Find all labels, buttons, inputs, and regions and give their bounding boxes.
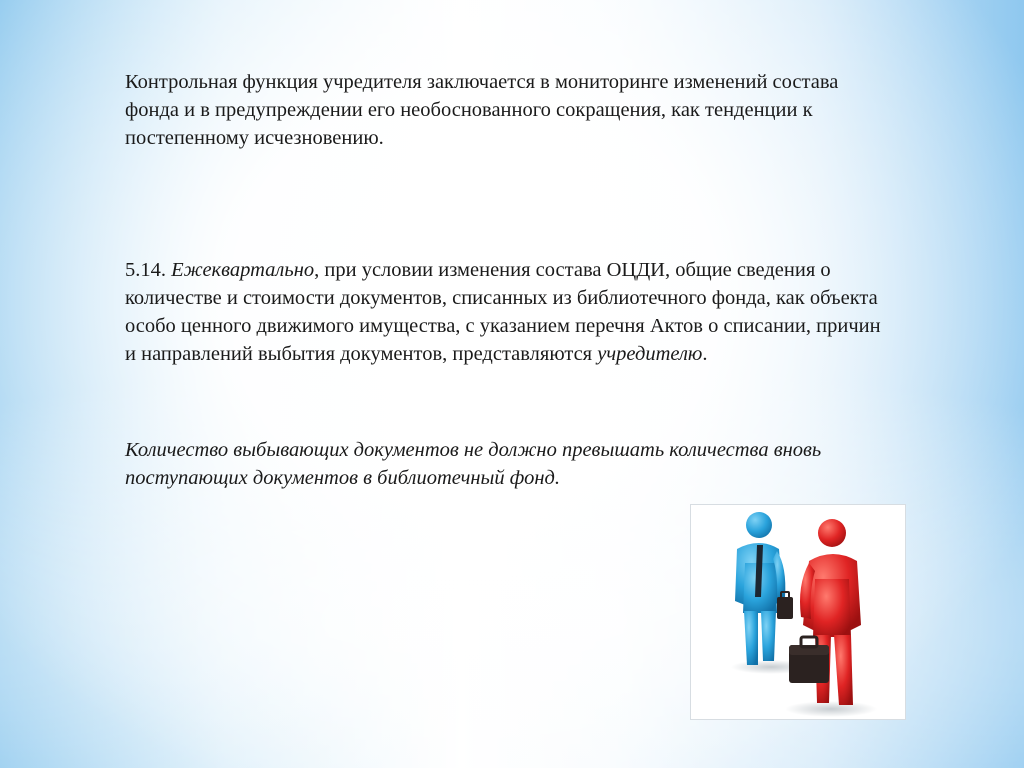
two-figures-with-briefcases-image xyxy=(691,505,905,719)
blue-figure xyxy=(735,512,793,665)
paragraph-body: , при условии изменения состава ОЦДИ, общие сведения о количестве и стоимости документов, списанных из библиотечного фонда, как объекта особо ценного движимого имущества, с указанием перечня Актов о списании, причин и направлений выбытия документов, представляются xyxy=(125,259,881,365)
emphasis-quarterly: Ежеквартально xyxy=(171,259,315,281)
emphasis-limit-rule: Количество выбывающих документов не должно превышать количества вновь поступающих документов в библиотечный фонд. xyxy=(125,439,822,489)
section-number: 5.14. xyxy=(125,259,166,281)
paragraph-quarterly-report xyxy=(125,256,895,368)
paragraph-end: . xyxy=(702,343,708,365)
emphasis-founder: учредителю xyxy=(597,343,703,365)
briefcase-icon xyxy=(777,597,793,619)
businessmen-illustration xyxy=(690,504,906,720)
red-figure xyxy=(789,519,861,705)
paragraph-limit-rule xyxy=(125,436,895,492)
paragraph-founder-control: Контрольная функция учредителя заключается в мониторинге изменений состава фонда и в предупреждении его необоснованного сокращения, как тенденции к постепенному исчезновению. xyxy=(125,71,839,149)
